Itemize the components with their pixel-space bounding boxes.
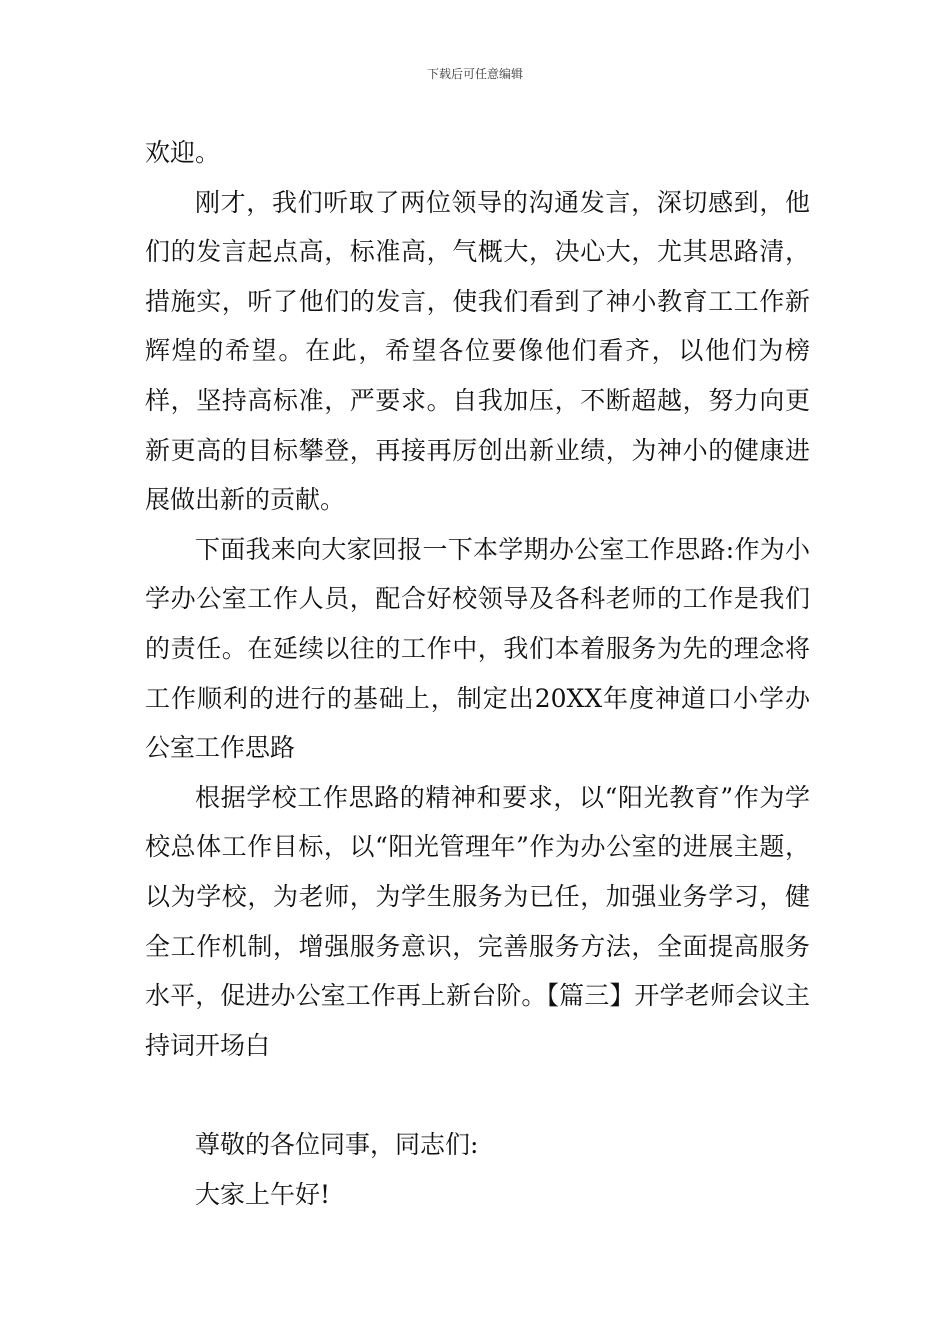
document-body [145,128,810,1219]
paragraph-gap [145,1070,810,1120]
paragraph-greeting: 大家上午好! [195,1179,331,1209]
paragraph-office-plan: 下面我来向大家回报一下本学期办公室工作思路:作为小学办公室工作人员，配合好校领导及各科老师的工作是我们的责任。在延续以往的工作中，我们本着服务为先的理念将工作顺利的进行的基础上，制定出20XX年度神道口小学办公室工作思路 [145,534,810,763]
paragraph-leaders-speech: 刚才，我们听取了两位领导的沟通发言，深切感到，他们的发言起点高，标准高，气概大，决心大，尤其思路清，措施实，听了他们的发言，使我们看到了神小教育工工作新辉煌的希望。在此，希望各位要像他们看齐，以他们为榜样，坚持高标准，严要求。自我加压，不断超越，努力向更新更高的目标攀登，再接再厉创出新业绩，为神小的健康进展做出新的贡献。 [145,187,810,515]
page-header: 下载后可任意编辑 [426,67,523,81]
paragraph-welcome: 欢迎。 [145,138,221,167]
paragraph-work-goals: 根据学校工作思路的精神和要求，以“阳光教育”作为学校总体工作目标，以“阳光管理年”作为办公室的进展主题，以为学校，为老师，为学生服务为已任，加强业务学习，健全工作机制，增强服务意识，完善服务方法，全面提高服务水平，促进办公室工作再上新台阶。【篇三】开学老师会议主持词开场白 [145,782,810,1060]
paragraph-salutation: 尊敬的各位同事，同志们: [195,1130,479,1160]
